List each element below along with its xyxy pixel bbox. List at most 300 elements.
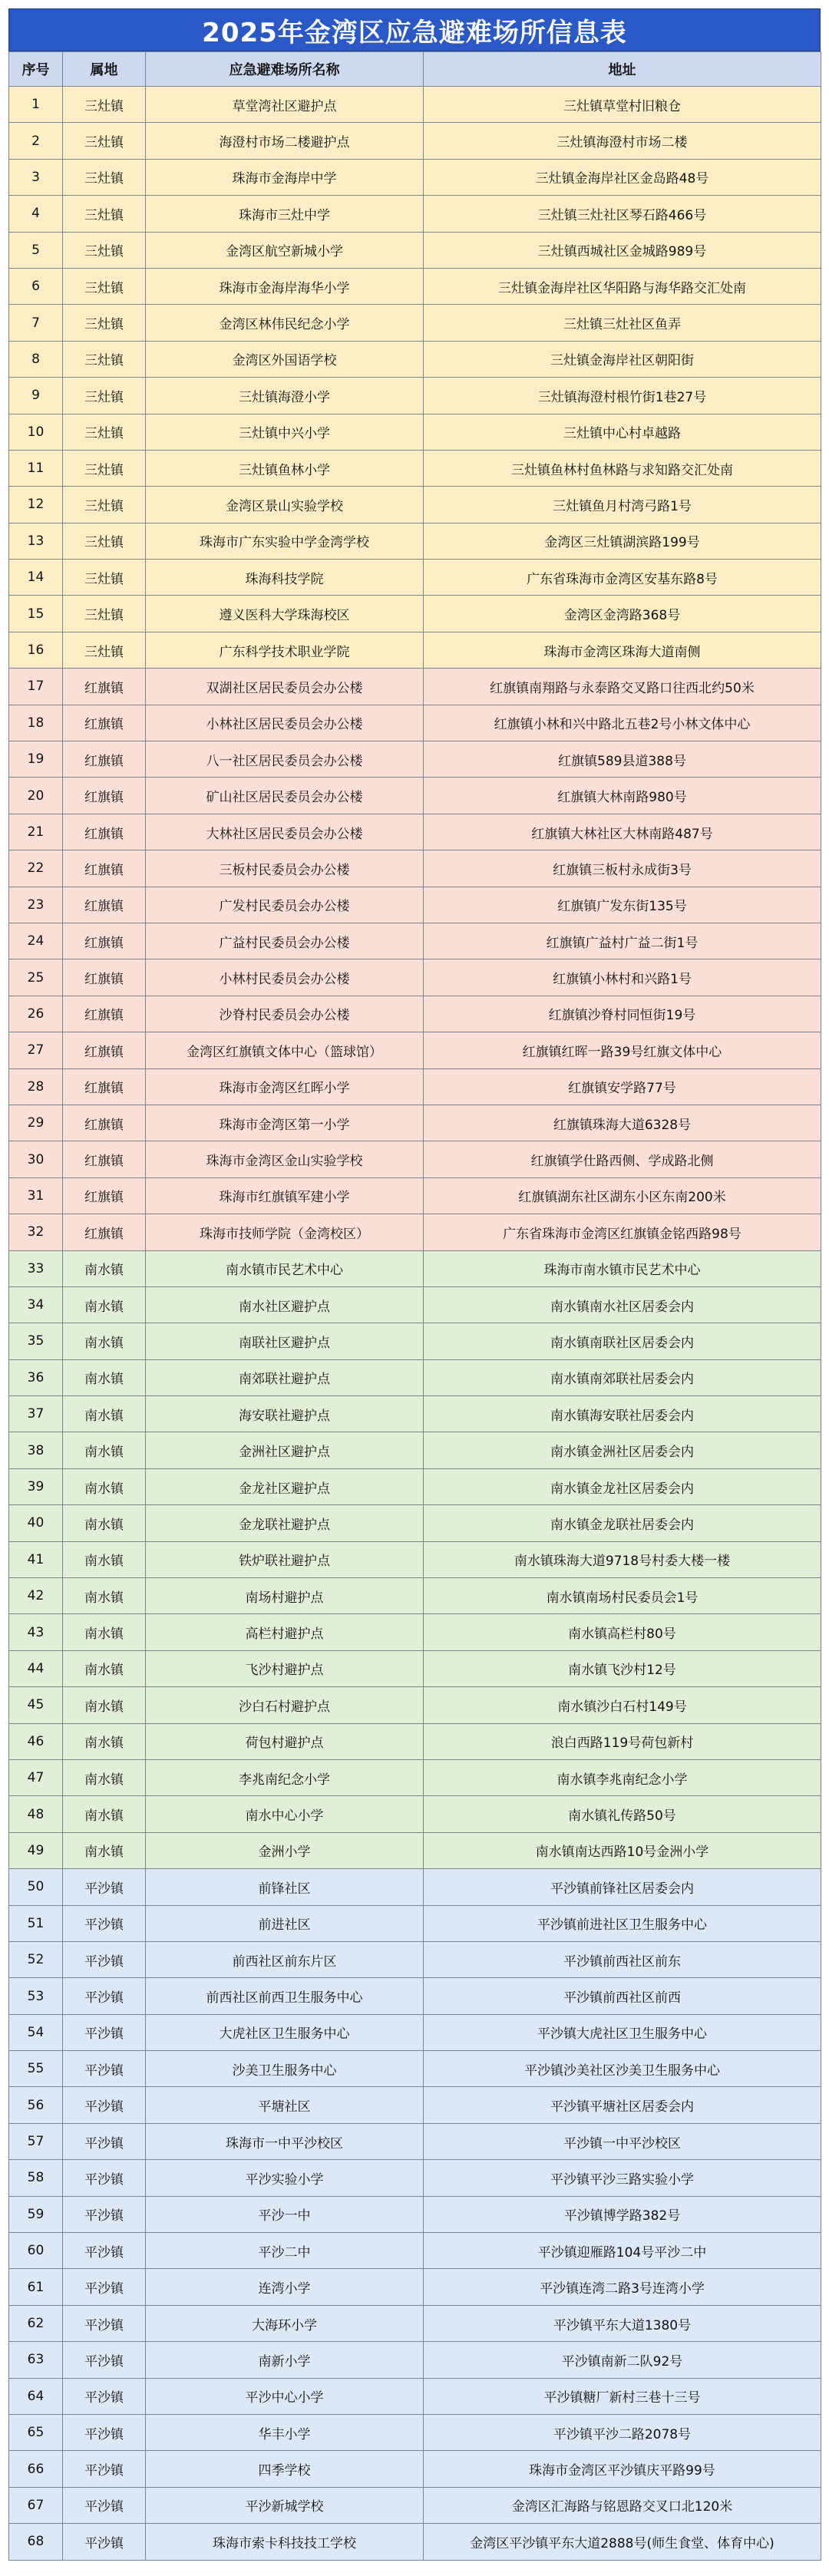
cell-name: 大林社区居民委员会办公楼 [146,814,424,850]
cell-no: 41 [9,1541,63,1577]
cell-name: 前西社区前东片区 [146,1941,424,1977]
cell-name: 南新小学 [146,2342,424,2378]
cell-address: 南水镇南达西路10号金洲小学 [424,1832,821,1868]
cell-address: 平沙镇博学路382号 [424,2196,821,2232]
cell-no: 5 [9,232,63,268]
cell-address: 南水镇南场村民委员会1号 [424,1578,821,1614]
cell-town: 平沙镇 [63,2051,146,2087]
table-row [9,2233,821,2269]
cell-address: 金湾区汇海路与铭恩路交叉口北120米 [424,2487,821,2523]
cell-no: 29 [9,1105,63,1141]
cell-town: 平沙镇 [63,2269,146,2305]
cell-town: 三灶镇 [63,341,146,377]
cell-address: 平沙镇平东大道1380号 [424,2305,821,2341]
cell-name: 金湾区红旗镇文体中心（篮球馆） [146,1032,424,1068]
table-row [9,2305,821,2341]
table-row [9,2415,821,2451]
cell-no: 67 [9,2487,63,2523]
page-title: 2025年金湾区应急避难场所信息表 [8,8,821,51]
table-row [9,1687,821,1723]
cell-address: 平沙镇南新二队92号 [424,2342,821,2378]
cell-address: 南水镇海安联社居委会内 [424,1396,821,1432]
cell-town: 红旗镇 [63,705,146,741]
table-row [9,87,821,123]
table-row [9,1978,821,2014]
table-body [9,87,821,2561]
table-row [9,1432,821,1468]
cell-town: 南水镇 [63,1650,146,1686]
cell-name: 珠海市三灶中学 [146,196,424,232]
cell-no: 8 [9,341,63,377]
cell-name: 珠海市一中平沙校区 [146,2123,424,2159]
cell-town: 平沙镇 [63,1905,146,1941]
cell-address: 三灶镇草堂村旧粮仓 [424,87,821,123]
cell-no: 64 [9,2378,63,2414]
cell-town: 红旗镇 [63,887,146,923]
table-row [9,450,821,486]
cell-town: 南水镇 [63,1578,146,1614]
cell-name: 金湾区外国语学校 [146,341,424,377]
table-row [9,268,821,304]
cell-town: 红旗镇 [63,1068,146,1105]
table-row [9,414,821,450]
cell-town: 南水镇 [63,1796,146,1832]
table-row [9,705,821,741]
cell-no: 36 [9,1359,63,1395]
cell-address: 红旗镇三板村永成街3号 [424,850,821,887]
cell-no: 52 [9,1941,63,1977]
table-row [9,632,821,668]
cell-town: 南水镇 [63,1359,146,1395]
cell-name: 平沙二中 [146,2233,424,2269]
cell-address: 南水镇南郊联社居委会内 [424,1359,821,1395]
table-row [9,923,821,959]
cell-name: 前进社区 [146,1905,424,1941]
cell-no: 21 [9,814,63,850]
document [8,8,821,2561]
cell-town: 红旗镇 [63,1177,146,1214]
cell-address: 金湾区三灶镇湖滨路199号 [424,523,821,559]
cell-no: 37 [9,1396,63,1432]
cell-town: 三灶镇 [63,87,146,123]
cell-no: 63 [9,2342,63,2378]
cell-no: 66 [9,2451,63,2487]
cell-address: 红旗镇学仕路西侧、学成路北侧 [424,1141,821,1177]
cell-address: 平沙镇糖厂新村三巷十三号 [424,2378,821,2414]
cell-no: 25 [9,959,63,996]
cell-no: 34 [9,1286,63,1323]
cell-name: 金湾区景山实验学校 [146,487,424,523]
table-row [9,1396,821,1432]
cell-name: 沙美卫生服务中心 [146,2051,424,2087]
cell-no: 44 [9,1650,63,1686]
cell-no: 30 [9,1141,63,1177]
cell-town: 三灶镇 [63,123,146,159]
cell-no: 68 [9,2524,63,2560]
cell-name: 南水社区避护点 [146,1286,424,1323]
cell-name: 珠海市红旗镇军建小学 [146,1177,424,1214]
cell-no: 40 [9,1505,63,1541]
cell-address: 南水镇金龙社区居委会内 [424,1468,821,1504]
table-row [9,1468,821,1504]
cell-name: 双湖社区居民委员会办公楼 [146,669,424,705]
cell-no: 20 [9,778,63,814]
cell-address: 红旗镇南翔路与永泰路交叉路口往西北约50米 [424,669,821,705]
cell-address: 平沙镇平沙三路实验小学 [424,2160,821,2196]
cell-name: 八一社区居民委员会办公楼 [146,741,424,778]
table-row [9,123,821,159]
cell-address: 南水镇金龙联社居委会内 [424,1505,821,1541]
cell-no: 49 [9,1832,63,1868]
cell-name: 大海环小学 [146,2305,424,2341]
cell-no: 16 [9,632,63,668]
table-row [9,560,821,596]
cell-name: 南水镇市民艺术中心 [146,1250,424,1286]
cell-name: 矿山社区居民委员会办公楼 [146,778,424,814]
cell-no: 46 [9,1723,63,1759]
cell-no: 3 [9,159,63,195]
cell-name: 前锋社区 [146,1869,424,1905]
cell-address: 红旗镇大林南路980号 [424,778,821,814]
cell-town: 南水镇 [63,1286,146,1323]
cell-no: 6 [9,268,63,304]
table-row [9,1250,821,1286]
cell-name: 南水中心小学 [146,1796,424,1832]
cell-town: 南水镇 [63,1250,146,1286]
cell-no: 23 [9,887,63,923]
cell-address: 三灶镇西城社区金城路989号 [424,232,821,268]
table-row [9,1214,821,1250]
cell-no: 33 [9,1250,63,1286]
cell-no: 54 [9,2014,63,2050]
cell-address: 红旗镇小林村和兴路1号 [424,959,821,996]
cell-no: 60 [9,2233,63,2269]
table-row [9,669,821,705]
cell-no: 12 [9,487,63,523]
cell-no: 14 [9,560,63,596]
cell-name: 三灶镇鱼林小学 [146,450,424,486]
table-row [9,159,821,195]
table-row [9,1068,821,1105]
table-row [9,959,821,996]
cell-address: 平沙镇沙美社区沙美卫生服务中心 [424,2051,821,2087]
cell-town: 三灶镇 [63,487,146,523]
table-row [9,1614,821,1650]
cell-address: 南水镇李兆南纪念小学 [424,1759,821,1795]
table-row [9,341,821,377]
cell-town: 平沙镇 [63,2305,146,2341]
cell-address: 三灶镇三灶社区琴石路466号 [424,196,821,232]
cell-town: 三灶镇 [63,414,146,450]
table-row [9,1032,821,1068]
cell-name: 金洲社区避护点 [146,1432,424,1468]
cell-name: 铁炉联社避护点 [146,1541,424,1577]
cell-name: 珠海市金湾区金山实验学校 [146,1141,424,1177]
cell-no: 11 [9,450,63,486]
table-row [9,2342,821,2378]
cell-address: 三灶镇金海岸社区华阳路与海华路交汇处南 [424,268,821,304]
cell-town: 南水镇 [63,1759,146,1795]
cell-address: 珠海市南水镇市民艺术中心 [424,1250,821,1286]
cell-town: 三灶镇 [63,632,146,668]
cell-address: 红旗镇红晖一路39号红旗文体中心 [424,1032,821,1068]
cell-town: 三灶镇 [63,305,146,341]
cell-town: 三灶镇 [63,560,146,596]
cell-name: 华丰小学 [146,2415,424,2451]
cell-town: 红旗镇 [63,1214,146,1250]
cell-town: 平沙镇 [63,2087,146,2123]
cell-no: 1 [9,87,63,123]
table-row [9,741,821,778]
cell-town: 红旗镇 [63,814,146,850]
cell-name: 小林社区居民委员会办公楼 [146,705,424,741]
cell-address: 广东省珠海市金湾区红旗镇金铭西路98号 [424,1214,821,1250]
cell-name: 珠海市金湾区红晖小学 [146,1068,424,1105]
cell-town: 三灶镇 [63,450,146,486]
cell-town: 红旗镇 [63,741,146,778]
cell-name: 广益村民委员会办公楼 [146,923,424,959]
cell-town: 南水镇 [63,1723,146,1759]
cell-no: 38 [9,1432,63,1468]
cell-name: 广东科学技术职业学院 [146,632,424,668]
cell-name: 金湾区航空新城小学 [146,232,424,268]
cell-name: 三板村民委员会办公楼 [146,850,424,887]
cell-no: 13 [9,523,63,559]
cell-town: 平沙镇 [63,2123,146,2159]
cell-town: 红旗镇 [63,1141,146,1177]
cell-town: 三灶镇 [63,268,146,304]
header-no: 序号 [9,52,63,87]
cell-no: 32 [9,1214,63,1250]
cell-town: 南水镇 [63,1505,146,1541]
cell-name: 珠海市广东实验中学金湾学校 [146,523,424,559]
header-row [9,52,821,87]
cell-address: 金湾区平沙镇平东大道2888号(师生食堂、体育中心) [424,2524,821,2560]
cell-town: 红旗镇 [63,1032,146,1068]
cell-town: 红旗镇 [63,850,146,887]
cell-name: 金湾区林伟民纪念小学 [146,305,424,341]
cell-address: 金湾区金湾路368号 [424,596,821,632]
cell-town: 平沙镇 [63,2451,146,2487]
cell-name: 前西社区前西卫生服务中心 [146,1978,424,2014]
cell-no: 22 [9,850,63,887]
table-row [9,2014,821,2050]
table-row [9,1541,821,1577]
cell-no: 62 [9,2305,63,2341]
table-row [9,1505,821,1541]
cell-name: 小林村民委员会办公楼 [146,959,424,996]
cell-name: 李兆南纪念小学 [146,1759,424,1795]
cell-no: 28 [9,1068,63,1105]
cell-address: 三灶镇金海岸社区朝阳街 [424,341,821,377]
cell-address: 南水镇金洲社区居委会内 [424,1432,821,1468]
cell-town: 平沙镇 [63,2378,146,2414]
cell-name: 平沙一中 [146,2196,424,2232]
cell-town: 南水镇 [63,1323,146,1359]
table-row [9,1323,821,1359]
cell-town: 平沙镇 [63,1941,146,1977]
table-row [9,778,821,814]
cell-address: 南水镇南水社区居委会内 [424,1286,821,1323]
cell-name: 南联社区避护点 [146,1323,424,1359]
cell-town: 平沙镇 [63,2233,146,2269]
cell-address: 平沙镇大虎社区卫生服务中心 [424,2014,821,2050]
table-row [9,996,821,1032]
cell-no: 57 [9,2123,63,2159]
cell-name: 金龙社区避护点 [146,1468,424,1504]
table-row [9,2196,821,2232]
cell-address: 三灶镇海澄村市场二楼 [424,123,821,159]
cell-town: 红旗镇 [63,996,146,1032]
cell-no: 47 [9,1759,63,1795]
cell-name: 南场村避护点 [146,1578,424,1614]
cell-name: 珠海市金湾区第一小学 [146,1105,424,1141]
cell-no: 51 [9,1905,63,1941]
cell-name: 沙白石村避护点 [146,1687,424,1723]
cell-town: 三灶镇 [63,159,146,195]
cell-name: 三灶镇中兴小学 [146,414,424,450]
cell-town: 红旗镇 [63,959,146,996]
table-row [9,2451,821,2487]
cell-town: 南水镇 [63,1396,146,1432]
cell-name: 三灶镇海澄小学 [146,378,424,414]
cell-name: 广发村民委员会办公楼 [146,887,424,923]
table-row [9,887,821,923]
cell-address: 三灶镇金海岸社区金岛路48号 [424,159,821,195]
table-row [9,1286,821,1323]
cell-no: 48 [9,1796,63,1832]
cell-address: 红旗镇广发东街135号 [424,887,821,923]
cell-no: 39 [9,1468,63,1504]
cell-town: 红旗镇 [63,1105,146,1141]
cell-name: 连湾小学 [146,2269,424,2305]
cell-address: 平沙镇前西社区前东 [424,1941,821,1977]
table-row [9,1578,821,1614]
cell-town: 南水镇 [63,1432,146,1468]
cell-address: 南水镇高栏村80号 [424,1614,821,1650]
cell-town: 三灶镇 [63,232,146,268]
table-row [9,487,821,523]
table-row [9,596,821,632]
table-row [9,1723,821,1759]
cell-address: 南水镇飞沙村12号 [424,1650,821,1686]
cell-name: 荷包村避护点 [146,1723,424,1759]
cell-address: 广东省珠海市金湾区安基东路8号 [424,560,821,596]
cell-name: 珠海市金海岸中学 [146,159,424,195]
cell-address: 三灶镇鱼月村湾弓路1号 [424,487,821,523]
table-row [9,1141,821,1177]
cell-name: 平塘社区 [146,2087,424,2123]
cell-address: 珠海市金湾区珠海大道南侧 [424,632,821,668]
table-row [9,2087,821,2123]
table-row [9,1759,821,1795]
cell-address: 平沙镇平沙二路2078号 [424,2415,821,2451]
cell-address: 红旗镇沙脊村同恒街19号 [424,996,821,1032]
cell-no: 27 [9,1032,63,1068]
table-row [9,232,821,268]
table-row [9,1359,821,1395]
table-row [9,1177,821,1214]
table-row [9,1796,821,1832]
cell-town: 平沙镇 [63,2196,146,2232]
cell-address: 平沙镇迎雁路104号平沙二中 [424,2233,821,2269]
cell-town: 红旗镇 [63,923,146,959]
cell-address: 红旗镇珠海大道6328号 [424,1105,821,1141]
table-row [9,2378,821,2414]
cell-no: 15 [9,596,63,632]
cell-name: 金洲小学 [146,1832,424,1868]
table-header [9,52,821,87]
cell-no: 2 [9,123,63,159]
table-row [9,814,821,850]
cell-no: 59 [9,2196,63,2232]
cell-town: 南水镇 [63,1687,146,1723]
table-row [9,378,821,414]
cell-address: 三灶镇海澄村根竹街1巷27号 [424,378,821,414]
cell-name: 海安联社避护点 [146,1396,424,1432]
table-row [9,1869,821,1905]
cell-no: 24 [9,923,63,959]
cell-town: 南水镇 [63,1614,146,1650]
cell-name: 草堂湾社区避护点 [146,87,424,123]
cell-town: 南水镇 [63,1832,146,1868]
cell-address: 红旗镇安学路77号 [424,1068,821,1105]
cell-no: 50 [9,1869,63,1905]
cell-town: 南水镇 [63,1541,146,1577]
table-row [9,305,821,341]
table-row [9,1650,821,1686]
cell-address: 三灶镇鱼林村鱼林路与求知路交汇处南 [424,450,821,486]
cell-town: 三灶镇 [63,523,146,559]
cell-name: 南郊联社避护点 [146,1359,424,1395]
cell-town: 三灶镇 [63,196,146,232]
table-row [9,850,821,887]
cell-address: 红旗镇小林和兴中路北五巷2号小林文体中心 [424,705,821,741]
header-address: 地址 [424,52,821,87]
cell-town: 红旗镇 [63,778,146,814]
cell-name: 珠海科技学院 [146,560,424,596]
cell-no: 4 [9,196,63,232]
table-row [9,2123,821,2159]
cell-no: 9 [9,378,63,414]
cell-town: 三灶镇 [63,596,146,632]
cell-name: 海澄村市场二楼避护点 [146,123,424,159]
cell-address: 南水镇沙白石村149号 [424,1687,821,1723]
cell-no: 43 [9,1614,63,1650]
table-row [9,2487,821,2523]
cell-town: 平沙镇 [63,2342,146,2378]
header-name: 应急避难场所名称 [146,52,424,87]
table-row [9,2160,821,2196]
cell-no: 61 [9,2269,63,2305]
cell-address: 红旗镇589县道388号 [424,741,821,778]
cell-no: 26 [9,996,63,1032]
cell-town: 平沙镇 [63,2487,146,2523]
cell-no: 53 [9,1978,63,2014]
table-row [9,1905,821,1941]
cell-address: 红旗镇大林社区大林南路487号 [424,814,821,850]
cell-town: 红旗镇 [63,669,146,705]
cell-address: 红旗镇广益村广益二街1号 [424,923,821,959]
table-row [9,2524,821,2560]
cell-no: 17 [9,669,63,705]
table-row [9,2051,821,2087]
cell-address: 南水镇南联社区居委会内 [424,1323,821,1359]
cell-town: 南水镇 [63,1468,146,1504]
cell-address: 平沙镇前进社区卫生服务中心 [424,1905,821,1941]
cell-name: 遵义医科大学珠海校区 [146,596,424,632]
cell-name: 珠海市金海岸海华小学 [146,268,424,304]
